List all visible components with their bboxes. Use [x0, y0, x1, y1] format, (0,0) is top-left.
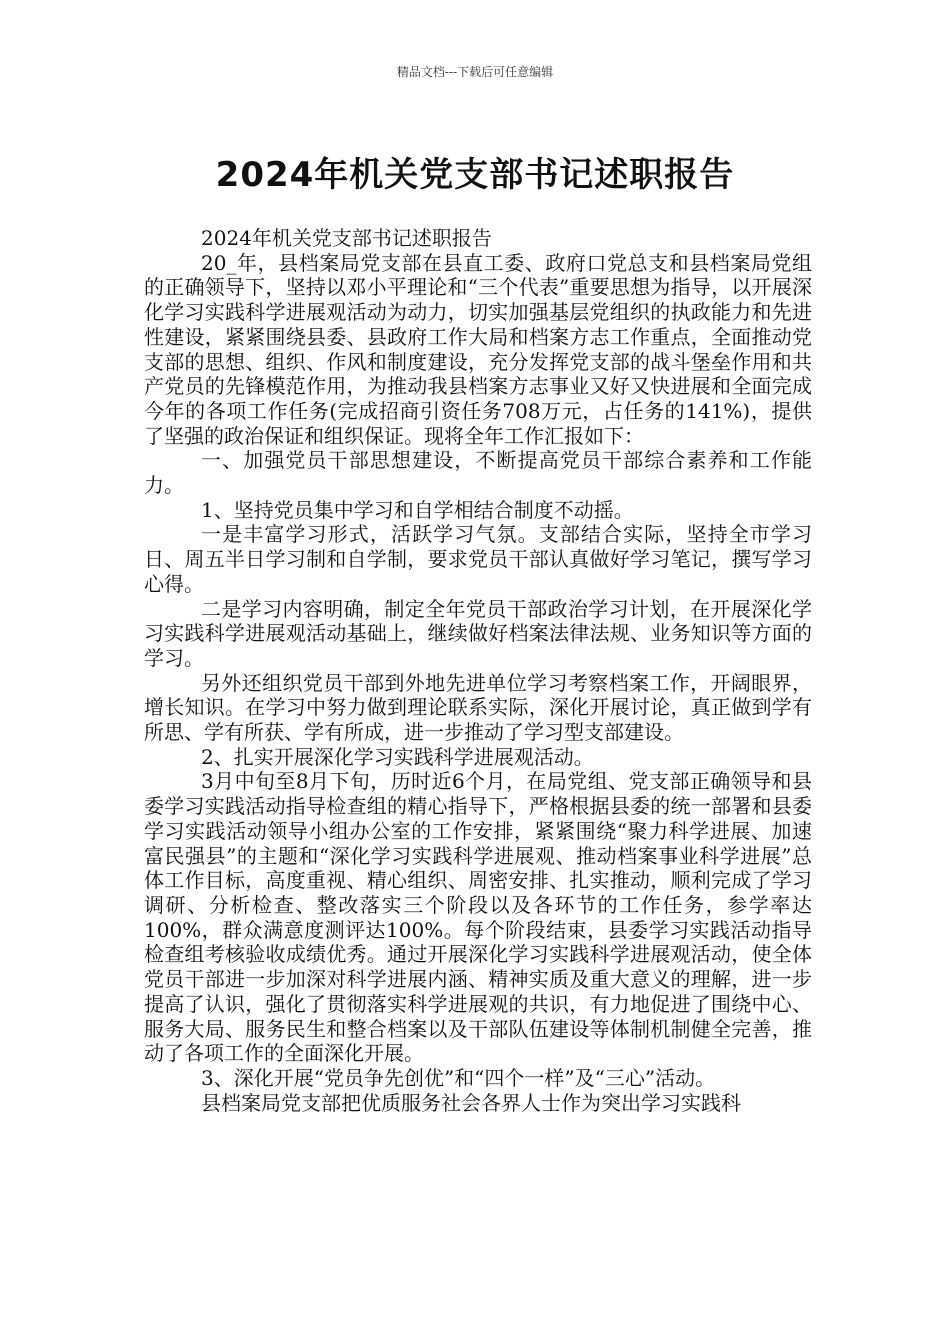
subsection-heading-1: 1、坚持党员集中学习和自学相结合制度不动摇。 — [201, 497, 634, 522]
paragraph-body: 县档案局党支部把优质服务社会各界人士作为突出学习实践科 — [201, 1090, 741, 1115]
section-heading-1: 一、加强党员干部思想建设，不断提高党员干部综合素养和工作能力。 — [144, 448, 812, 498]
paragraph-body: 另外还组织党员干部到外地先进单位学习考察档案工作，开阔眼界，增长知识。在学习中努力做到理论联系实际，深化开展讨论，真正做到学有所思、学有所获、学有所成，进一步推动了学习型支部建设。 — [144, 670, 812, 745]
paragraph-subtitle: 2024年机关党支部书记述职报告 — [201, 226, 492, 250]
page-header: 精品文档---下载后可任意编辑 — [396, 65, 554, 79]
paragraph-body: 二是学习内容明确，制定全年党员干部政治学习计划，在开展深化学习实践科学进展观活动基础上，继续做好档案法律法规、业务知识等方面的学习。 — [144, 596, 812, 670]
paragraph-body: 一是丰富学习形式，活跃学习气氛。支部结合实际，坚持全市学习日、周五半日学习制和自学制，要求党员干部认真做好学习笔记，撰写学习心得。 — [144, 522, 812, 596]
document-title: 2024年机关党支部书记述职报告 — [215, 154, 735, 195]
paragraph-body: 3月中旬至8月下旬，历时近6个月，在局党组、党支部正确领导和县委学习实践活动指导检查组的精心指导下，严格根据县委的统一部署和县委学习实践活动领导小组办公室的工作安排，紧紧围绕“聚力科学进展、加速富民强县”的主题和“深化学习实践科学进展观、推动档案事业科学进展”总体工作目标，高度重视、精心组织、周密安排、扎实推动，顺利完成了学习调研、分析检查、整改落实三个阶段以及各环节的工作任务，参学率达100%，群众满意度测评达100%。每个阶段结束，县委学习实践活动指导检查组考核验收成绩优秀。通过开展深化学习实践科学进展观活动，使全体党员干部进一步加深对科学进展内涵、精神实质及重大意义的理解，进一步提高了认识，强化了贯彻落实科学进展观的共识，有力地促进了围绕中心、服务大局、服务民生和整合档案以及干部队伍建设等体制机制健全完善，推动了各项工作的全面深化开展。 — [144, 769, 812, 1066]
subsection-heading-3: 3、深化开展“党员争先创优”和“四个一样”及“三心”活动。 — [201, 1065, 716, 1090]
subsection-heading-2: 2、扎实开展深化学习实践科学进展观活动。 — [201, 744, 594, 769]
document-body — [144, 226, 812, 1115]
paragraph-intro: 20_年，县档案局党支部在县直工委、政府口党总支和县档案局党组的正确领导下，坚持以邓小平理论和“三个代表”重要思想为指导，以开展深化学习实践科学进展观活动为动力，切实加强基层党组织的执政能力和先进性建设，紧紧围绕县委、县政府工作大局和档案方志工作重点，全面推动党支部的思想、组织、作风和制度建设，充分发挥党支部的战斗堡垒作用和共产党员的先锋模范作用，为推动我县档案方志事业又好又快进展和全面完成今年的各项工作任务(完成招商引资任务708万元，占任务的141%)，提供了坚强的政治保证和组织保证。现将全年工作汇报如下： — [144, 250, 812, 448]
